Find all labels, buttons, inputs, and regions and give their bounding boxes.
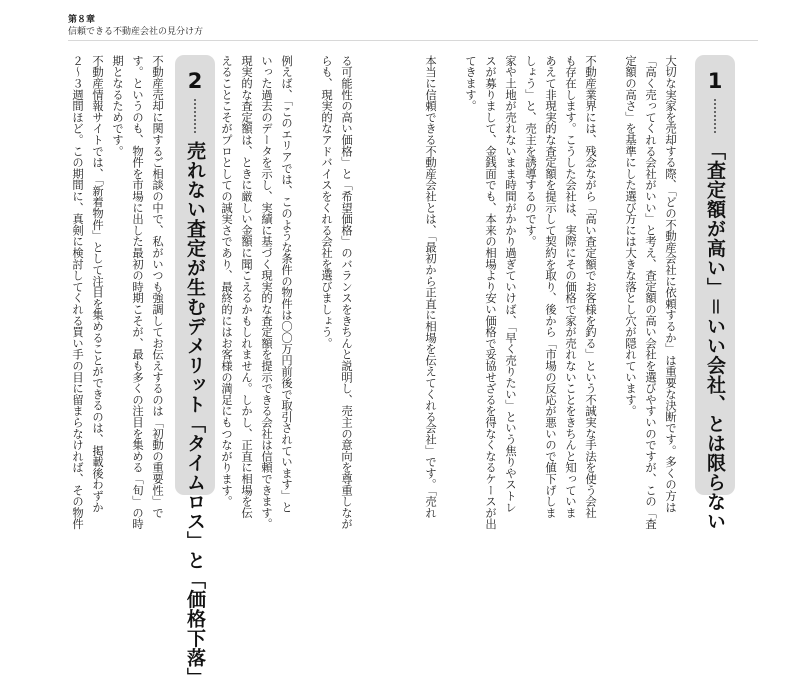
text-line: 不動産情報サイトでは、「新着物件」として注目を集めることができるのは、掲載後わずか (91, 55, 104, 513)
text-line: 現実的な査定額は、ときに厳しい金額に聞こえるかもしれません。しかし、正直に相場を伝 (240, 55, 253, 519)
text-line: いった過去のデータを示し、実績に基づく現実的な査定額を提示できる会社は信頼できます。 (260, 55, 273, 530)
text-line: 期となるためです。 (111, 55, 124, 157)
paragraph-break (440, 55, 460, 500)
section-1-heading (695, 55, 735, 532)
text-line: しょう」と、売主を誘導するのです。 (524, 55, 537, 248)
text-line: スが募りまして、金銭面でも、本来の相場より安い価格で妥協せざるを得なくなるケースが出 (484, 55, 497, 530)
text-line: 不動産業界には、残念ながら「高い査定額でお客様を釣る」という不誠実な手法を使う会社 (584, 55, 597, 519)
section-1-continued (220, 55, 356, 530)
text-line: 定額の高さ」を基準にした選び方には大きな落とし穴が隠れています。 (624, 55, 637, 417)
section-2-title: 売れない査定が生むデメリット「タイムロス」と「価格下落」 (184, 141, 206, 687)
paragraph-break (296, 55, 316, 500)
text-line: す。というのも、物件を市場に出した最初の時期こそが、最も多くの注目を集める「旬」の時 (131, 55, 144, 530)
section-1-body (424, 55, 680, 530)
section-1-dots (714, 99, 716, 133)
chapter-label: 第８章 (68, 15, 96, 25)
chapter-subtitle: 信頼できる不動産会社の見分け方 (68, 27, 204, 37)
section-1-number: 1 (707, 69, 723, 93)
text-line: 例えば、「このエリアでは、このような条件の物件は〇〇万円前後で取引されています」と (280, 55, 293, 513)
section-2-heading (175, 55, 215, 687)
section-2-number: 2 (187, 69, 203, 93)
text-line: 大切な実家を売却する際、「どの不動産会社に依頼するか」は重要な決断です。多くの方は (664, 55, 677, 513)
section-2-dots (194, 99, 196, 133)
paragraph-break (600, 55, 620, 500)
text-line: 「高く売ってくれる会社がいい」と考え、査定額の高い会社を選びやすいのですが、この「査 (644, 55, 657, 530)
text-line: ２〜３週間ほど。この期間に、真剣に検討してくれる買い手の目に留まらなければ、その物件 (71, 55, 84, 530)
text-line: らも、現実的なアドバイスをくれる会社を選びましょう。 (320, 55, 333, 349)
text-line: てきます。 (464, 55, 477, 112)
section-2-body (55, 55, 167, 530)
header-rule (68, 40, 758, 41)
text-line: 不動産売却に関するご相談の中で、私がいつも強調してお伝えするのは「初動の重要性」で (151, 55, 164, 519)
text-line: 本当に信頼できる不動産会社とは、「最初から正直に相場を伝えてくれる会社」です。「売れ (424, 55, 437, 519)
section-1-title: 「査定額が高い」＝いい会社、とは限らない (704, 141, 726, 532)
text-line: も存在します。こうした会社は、実際にその価格で家が売れないことをきちんと知っていま (564, 55, 577, 519)
text-line: えることこそがプロとしての誠実さであり、最終的にはお客様の満足にもつながります。 (220, 55, 233, 507)
text-line: あえて非現実的な査定額を提示して契約を取り、後から「市場の反応が悪いので値下げしま (544, 55, 557, 519)
text-line: 家や土地が売れないまま時間がかかり過ぎていけば、「早く売りたい」という焦りやストレ (504, 55, 517, 513)
text-line: る可能性の高い価格」と「希望価格」のバランスをきちんと説明し、売主の意向を尊重しなが (340, 55, 353, 530)
